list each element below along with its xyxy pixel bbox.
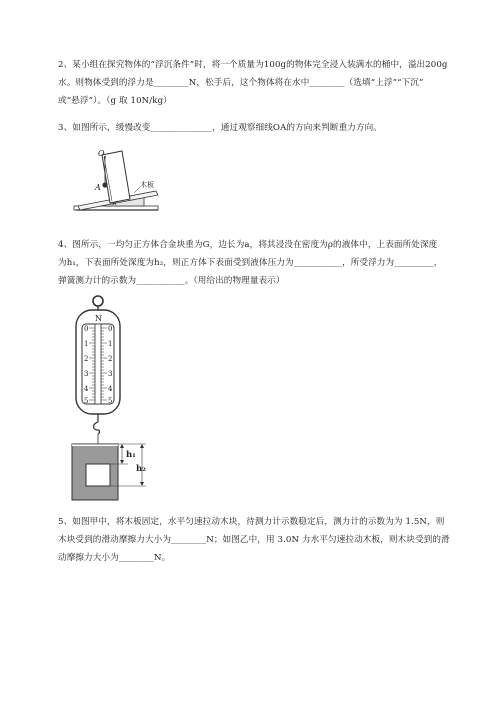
- depth-h1-label: h₁: [126, 450, 136, 460]
- scale-left-5: 5: [84, 397, 89, 405]
- gravity-direction-figure: [72, 143, 162, 215]
- question-5-line-1: 5、如图甲中，将木板固定，水平匀速拉动木块，待测力计示数稳定后，测力计的示数为为 1.5N，则: [58, 517, 445, 527]
- scale-left-3: 3: [84, 370, 89, 378]
- question-5-line-2: 木块受到的滑动摩擦力大小为________N；如图乙中，用 3.0N 力水平匀速拉动木板，则木块受到的滑: [58, 535, 450, 545]
- spring-scale-figure: [66, 294, 166, 506]
- scale-right-1: 1: [108, 340, 113, 348]
- plumb-line-apparatus-diagram: [72, 143, 162, 215]
- question-3-line-1: 3、如图所示，缓慢改变______________，通过观察细线OA的方向来判断重力方向。: [58, 123, 383, 133]
- scale-left-4: 4: [84, 385, 89, 393]
- point-a-label: A: [95, 183, 101, 192]
- spring-scale-diagram: [66, 294, 166, 506]
- scale-right-0: 0: [108, 325, 113, 333]
- question-2-line-1: 2、某小组在探究物体的“浮沉条件”时，将一个质量为100g的物体完全浸入装满水的桶中，溢出200g: [58, 60, 448, 70]
- question-2-line-2: 水。则物体受到的浮力是________N，松手后，这个物体将在水中________（选填“上浮”“下沉”: [58, 78, 424, 88]
- question-4-line-2: 为h₁，下表面所处深度为h₂，则正方体下表面受到液体压力为___________，所受浮力为_________，: [58, 258, 443, 268]
- scale-unit-label: N: [95, 314, 102, 323]
- scale-right-2: 2: [108, 355, 113, 363]
- scale-left-2: 2: [84, 355, 89, 363]
- question-2: [58, 56, 468, 110]
- question-2-line-3: 或“悬浮”）。（g 取 10N/kg）: [58, 96, 172, 106]
- point-o-label: O: [98, 149, 105, 158]
- scale-left-1: 1: [84, 340, 89, 348]
- angle-alpha-label: α: [113, 201, 117, 207]
- question-5: [58, 513, 468, 567]
- question-4-line-1: 4、图所示，一均匀正方体合金块重为G，边长为a，将其浸没在密度为ρ的液体中，上表面所处深度: [58, 240, 438, 250]
- board-label: 木板: [140, 181, 154, 189]
- scale-right-5: 5: [108, 397, 113, 405]
- scale-right-4: 4: [108, 385, 113, 393]
- question-3: [58, 119, 468, 137]
- scale-left-0: 0: [84, 325, 89, 333]
- question-5-line-3: 动摩擦力大小为________N。: [58, 553, 171, 563]
- scale-right-3: 3: [108, 370, 113, 378]
- depth-h2-label: h₂: [136, 464, 146, 474]
- question-4-line-3: 弹簧测力计的示数为___________。（用给出的物理量表示）: [58, 276, 285, 286]
- question-4: [58, 236, 468, 290]
